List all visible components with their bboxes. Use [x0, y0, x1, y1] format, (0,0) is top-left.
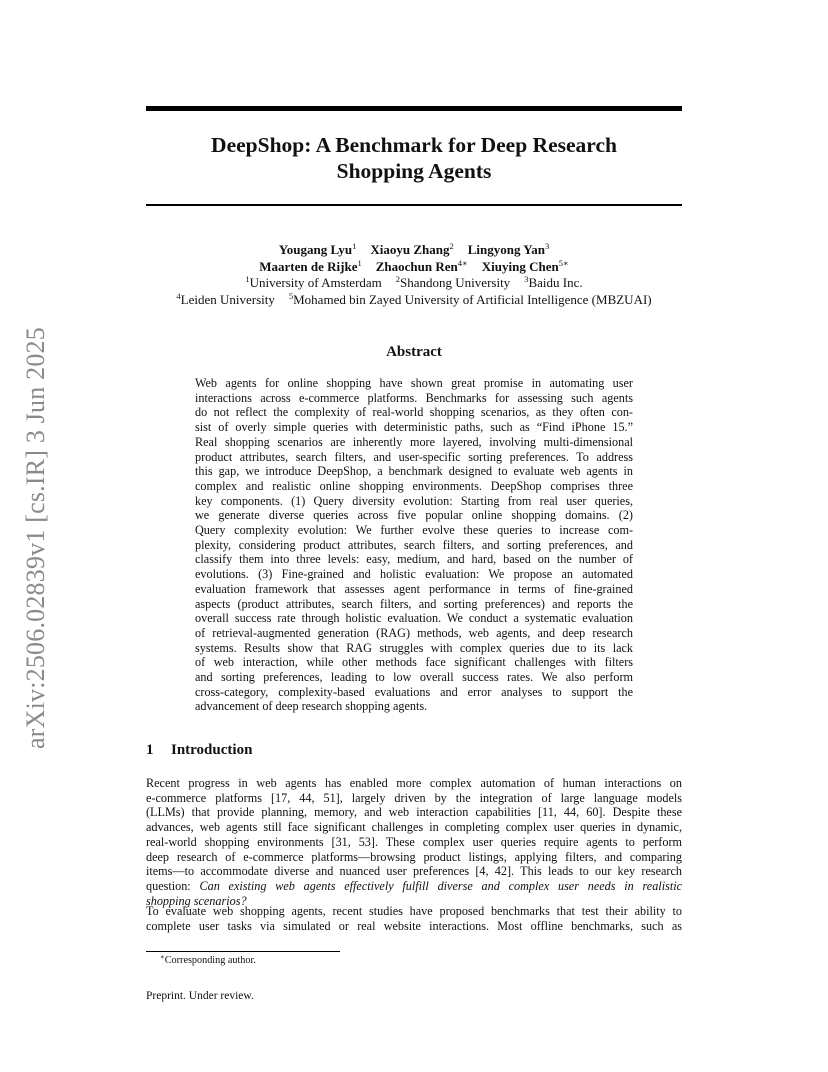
author-affil-mark: 5∗ — [558, 257, 569, 268]
author-name: Maarten de Rijke — [259, 258, 358, 274]
author-affil-mark: 1 — [357, 257, 362, 268]
affiliation: Mohamed bin Zayed University of Artificial Intelligence (MBZUAI) — [293, 291, 652, 307]
abstract-line: plexity, considering product attributes, search filters, and sorting preferences, and — [195, 537, 633, 552]
body-line: Recent progress in web agents has enabled more complex automation of human interactions on — [146, 776, 682, 790]
paper-title — [146, 132, 682, 184]
preprint-note: Preprint. Under review. — [146, 990, 254, 1002]
abstract-line: we generate diverse queries across five popular online shopping domains. (2) — [195, 508, 633, 523]
author-name: Lingyong Yan — [467, 242, 545, 257]
intro-paragraph-2 — [146, 904, 682, 933]
abstract-line: of retrieval-augmented generation (RAG) methods, web agents, and deep research — [195, 625, 633, 640]
author-affil-mark: 4∗ — [457, 257, 468, 268]
abstract-line: evolutions. (3) Fine-grained and holistic evaluation: We propose an automated — [195, 567, 633, 582]
abstract-line: overall success rate through holistic evaluation. We conduct a systematic evaluation — [195, 611, 633, 626]
abstract-line: product attributes, search filters, and user-specific sorting preferences. To address — [195, 449, 633, 464]
abstract-line: systems. Results show that RAG struggles with complex queries due to its lack — [195, 640, 633, 655]
body-line: deep research of e-commerce platforms—browsing product listings, applying filters, and comparing — [146, 849, 682, 864]
author-affil-mark: 3 — [544, 241, 550, 251]
question-prefix: question: — [146, 878, 200, 893]
abstract-line: key components. (1) Query diversity evolution: Starting from real user queries, — [195, 493, 633, 508]
footnote-rule — [146, 951, 340, 952]
body-line: (LLMs) that provide planning, memory, and web interaction capabilities [11, 44, 60]. Despite these — [146, 805, 682, 820]
author-name: Yougang Lyu — [278, 242, 353, 257]
abstract-heading: Abstract — [386, 344, 442, 360]
title-line: Shopping Agents — [336, 159, 492, 183]
author-affil-mark: 1 — [352, 241, 357, 251]
author-line — [100, 259, 728, 276]
footnote-text: Corresponding author. — [164, 955, 256, 966]
affiliation: University of Amsterdam — [249, 275, 382, 290]
body-line — [146, 879, 682, 894]
abstract-line: this gap, we introduce DeepShop, a benchmark designed to evaluate web agents in — [195, 464, 633, 479]
abstract-line: cross-category, complexity-based evaluations and error analyses to support the — [195, 684, 633, 699]
section-heading — [146, 742, 252, 759]
title-line: DeepShop: A Benchmark for Deep Research — [211, 133, 617, 157]
body-line: complete user tasks via simulated or real website interactions. Most offline benchmarks, such as — [146, 918, 682, 933]
section-title: Introduction — [171, 742, 253, 758]
affil-mark: 5 — [288, 290, 294, 301]
abstract-line: and sorting preferences, leading to low overall success rates. We also perform — [195, 670, 633, 685]
intro-paragraph-1 — [146, 776, 682, 908]
abstract-line: interactions across e-commerce platforms. Benchmarks for assessing such agents — [195, 390, 633, 405]
abstract-line: Web agents for online shopping have shown great promise in automating user — [195, 376, 633, 390]
affil-mark: 4 — [176, 290, 181, 301]
body-line: To evaluate web shopping agents, recent studies have proposed benchmarks that test their ability to — [146, 904, 682, 918]
abstract-line: sist of overly simple queries with deterministic paths, such as “Find iPhone 15.” — [195, 420, 633, 435]
abstract-line: classify them into three levels: easy, medium, and hard, based on the number of — [195, 552, 633, 567]
affiliation: Leiden University — [180, 291, 275, 307]
footnote — [160, 955, 256, 966]
affil-mark: 3 — [524, 274, 529, 284]
affil-mark: 2 — [395, 274, 401, 284]
author-name: Xiaoyu Zhang — [370, 242, 450, 257]
abstract-line: aspects (product attributes, search filters, and sorting preferences) and reports the — [195, 596, 633, 611]
research-question: shopping scenarios? — [146, 893, 247, 908]
abstract-line: evaluation framework that assesses agent performance in terms of fine-grained — [195, 581, 633, 596]
abstract-line: Query complexity evolution: We further evolve these queries to increase com- — [195, 523, 633, 538]
abstract-body — [195, 376, 633, 714]
author-affil-mark: 2 — [449, 241, 454, 251]
title-top-rule — [146, 106, 682, 111]
abstract-line: Real shopping scenarios are inherently more layered, involving multi-dimensional — [195, 434, 633, 449]
abstract-line: of web interaction, while other methods face significant challenges with filters — [195, 655, 633, 670]
body-line: e-commerce platforms [17, 44, 51], largely driven by the integration of large language models — [146, 790, 682, 805]
section-number: 1 — [146, 742, 154, 758]
affil-mark: 1 — [245, 274, 250, 284]
title-bottom-rule — [146, 204, 682, 206]
body-line: real-world shopping environments [31, 53]. These complex user queries require agents to perform — [146, 834, 682, 849]
body-line: advances, web agents still face significant challenges in completing complex user queries in dynamic, — [146, 820, 682, 835]
author-line — [100, 242, 728, 259]
author-name: Xiuying Chen — [481, 258, 559, 274]
affiliation-line — [100, 275, 728, 292]
abstract-line: do not reflect the complexity of real-world shopping scenarios, as they often con- — [195, 405, 633, 420]
affiliation-line — [100, 292, 728, 309]
research-question: Can existing web agents effectively fulfill diverse and complex user needs in realistic — [199, 878, 683, 893]
affiliation: Baidu Inc. — [528, 275, 583, 290]
arxiv-id: arXiv:2506.02839v1 [cs.IR] 3 Jun 2025 — [21, 327, 50, 749]
footnote-mark: ∗ — [160, 953, 165, 961]
abstract-line: complex and realistic online shopping environments. DeepShop comprises three — [195, 478, 633, 493]
body-line: items—to accommodate diverse and nuanced user preferences [4, 42]. This leads to our key research — [146, 864, 682, 879]
arxiv-watermark — [16, 318, 56, 758]
affiliation: Shandong University — [400, 275, 511, 290]
abstract-line: advancement of deep research shopping agents. — [195, 699, 428, 714]
author-block — [100, 242, 728, 308]
author-name: Zhaochun Ren — [375, 258, 458, 274]
